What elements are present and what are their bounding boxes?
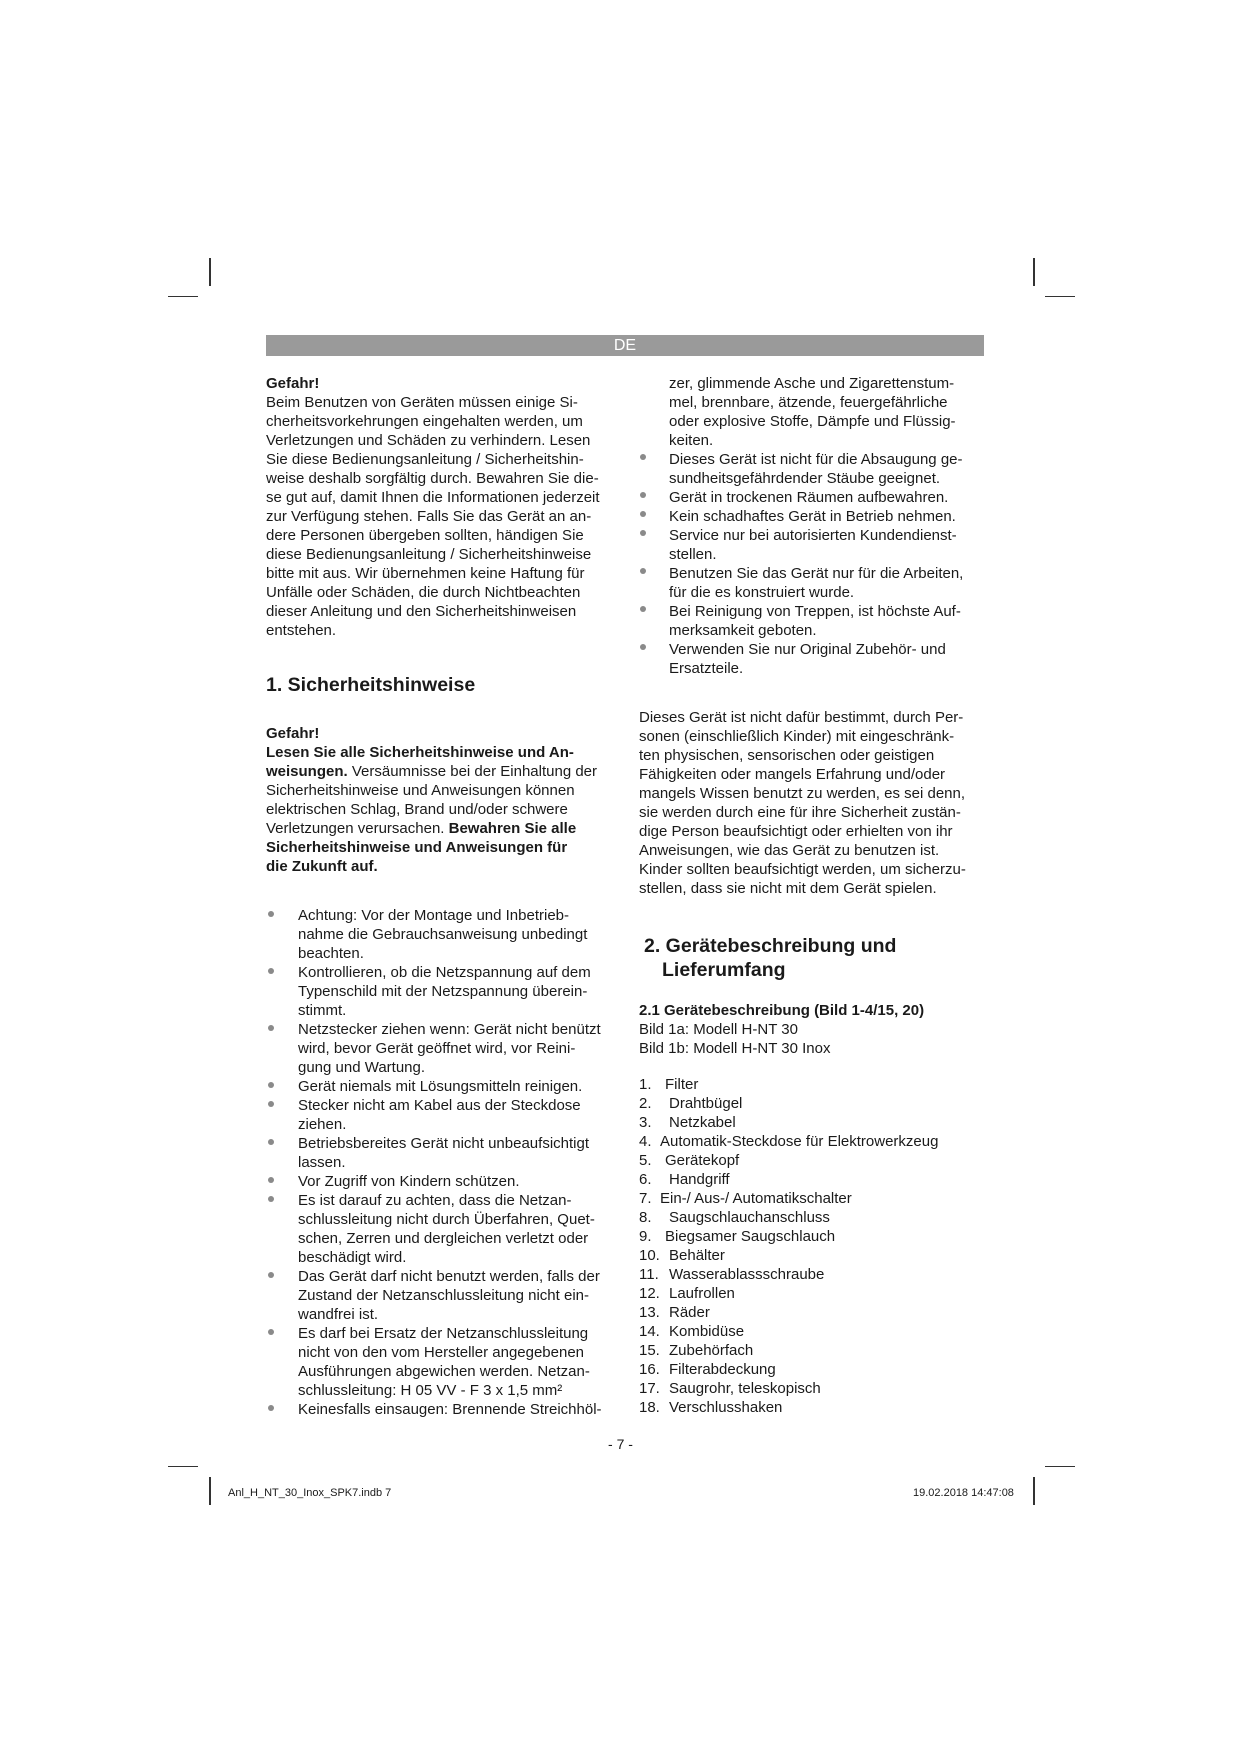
item-number: 2. bbox=[639, 1095, 652, 1112]
list-item bbox=[639, 1360, 984, 1379]
item-label: Biegsamer Saugschlauch bbox=[665, 1228, 836, 1245]
text-line: Ausführungen abgewichen werden. Netzan- bbox=[298, 1363, 590, 1380]
item-number: 10. bbox=[639, 1247, 660, 1264]
text-line: Kein schadhaftes Gerät in Betrieb nehmen. bbox=[669, 508, 956, 525]
item-label: Wasserablassschraube bbox=[669, 1266, 825, 1283]
list-item bbox=[266, 1400, 616, 1419]
crop-mark bbox=[1033, 1477, 1035, 1505]
text-line: Anweisungen, wie das Gerät zu benutzen ist. bbox=[639, 842, 940, 859]
warning-heading: Gefahr! bbox=[266, 725, 320, 742]
text-line: Bei Reinigung von Treppen, ist höchste Auf- bbox=[669, 603, 961, 620]
text-line: Ersatzteile. bbox=[669, 660, 744, 677]
warning-paragraph bbox=[266, 743, 616, 876]
list-item bbox=[639, 1303, 984, 1322]
item-number: 9. bbox=[639, 1228, 652, 1245]
list-item bbox=[266, 1077, 616, 1096]
text-line: beachten. bbox=[298, 945, 364, 962]
list-item bbox=[639, 602, 984, 640]
item-number: 1. bbox=[639, 1076, 652, 1093]
text-line: bitte mit aus. Wir übernehmen keine Haftung für bbox=[266, 565, 585, 582]
list-item bbox=[266, 1172, 616, 1191]
item-label: Automatik-Steckdose für Elektrowerkzeug bbox=[660, 1133, 939, 1150]
safety-bullet-list bbox=[266, 906, 616, 1419]
text-line: sonen (einschließlich Kinder) mit eingeschränk- bbox=[639, 728, 955, 745]
item-label: Kombidüse bbox=[669, 1323, 745, 1340]
list-item bbox=[639, 450, 984, 488]
text-line: zur Verfügung stehen. Falls Sie das Gerät an an- bbox=[266, 508, 592, 525]
page-number: - 7 - bbox=[608, 1436, 633, 1452]
text-line: Sie diese Bedienungsanleitung / Sicherheitshin- bbox=[266, 451, 584, 468]
item-number: 5. bbox=[639, 1152, 652, 1169]
text-line: schen, Zerren und dergleichen verletzt oder bbox=[298, 1230, 589, 1247]
crop-mark bbox=[209, 258, 211, 286]
figure-reference: Bild 1b: Modell H-NT 30 Inox bbox=[639, 1040, 831, 1057]
subsection-2-1-title: 2.1 Gerätebeschreibung (Bild 1-4/15, 20) bbox=[639, 1002, 925, 1019]
text-line: gung und Wartung. bbox=[298, 1059, 426, 1076]
safety-bullet-list bbox=[639, 450, 984, 678]
list-item bbox=[639, 1341, 984, 1360]
text-line: stellen. bbox=[669, 546, 717, 563]
text-line: nahme die Gebrauchsanweisung unbedingt bbox=[298, 926, 588, 943]
text-line: diese Bedienungsanleitung / Sicherheitshinweise bbox=[266, 546, 592, 563]
item-number: 12. bbox=[639, 1285, 660, 1302]
item-label: Zubehörfach bbox=[669, 1342, 754, 1359]
text-line bbox=[266, 819, 616, 838]
list-item bbox=[639, 1284, 984, 1303]
list-item bbox=[639, 640, 984, 678]
parts-list bbox=[639, 1075, 984, 1417]
text-line: entstehen. bbox=[266, 622, 337, 639]
section-2-title bbox=[639, 934, 984, 982]
item-number: 11. bbox=[639, 1266, 659, 1283]
text-line: Zustand der Netzanschlussleitung nicht ein- bbox=[298, 1287, 589, 1304]
list-item bbox=[639, 1379, 984, 1398]
intro-heading: Gefahr! bbox=[266, 375, 320, 392]
text-line: Verwenden Sie nur Original Zubehör- und bbox=[669, 641, 946, 658]
text-line: Beim Benutzen von Geräten müssen einige Si- bbox=[266, 394, 578, 411]
list-item bbox=[639, 488, 984, 507]
text-line: lassen. bbox=[298, 1154, 346, 1171]
text-line: dere Personen übergeben sollten, händigen Sie bbox=[266, 527, 584, 544]
list-item bbox=[639, 1227, 984, 1246]
list-item bbox=[639, 1170, 984, 1189]
text-line: Vor Zugriff von Kindern schützen. bbox=[298, 1173, 520, 1190]
text-line: schlussleitung nicht durch Überfahren, Quet- bbox=[298, 1211, 595, 1228]
text-line: dige Person beaufsichtigt oder erhielten von ihr bbox=[639, 823, 953, 840]
text-line: mel, brennbare, ätzende, feuergefährliche bbox=[669, 394, 948, 411]
crop-mark bbox=[209, 1477, 211, 1505]
item-number: 13. bbox=[639, 1304, 660, 1321]
left-column bbox=[266, 374, 616, 1419]
item-label: Ein-/ Aus-/ Automatikschalter bbox=[660, 1190, 852, 1207]
list-item bbox=[639, 1075, 984, 1094]
crop-mark bbox=[1045, 296, 1075, 297]
list-item bbox=[266, 1096, 616, 1134]
text-line: Betriebsbereites Gerät nicht unbeaufsichtigt bbox=[298, 1135, 589, 1152]
item-label: Drahtbügel bbox=[669, 1095, 743, 1112]
text-line: Sicherheitshinweise und Anweisungen können bbox=[266, 782, 575, 799]
item-number: 6. bbox=[639, 1171, 652, 1188]
item-label: Filter bbox=[665, 1076, 699, 1093]
text-line: weise deshalb sorgfältig durch. Bewahren Sie die- bbox=[266, 470, 599, 487]
text-line: Gerät in trockenen Räumen aufbewahren. bbox=[669, 489, 949, 506]
text-line: Achtung: Vor der Montage und Inbetrieb- bbox=[298, 907, 570, 924]
text-line: stimmt. bbox=[298, 1002, 347, 1019]
list-item bbox=[266, 1020, 616, 1077]
text-line: Es darf bei Ersatz der Netzanschlussleitung bbox=[298, 1325, 589, 1342]
text-line: 2. Gerätebeschreibung und bbox=[644, 935, 897, 957]
text: Versäumnisse bei der Einhaltung der bbox=[347, 763, 598, 780]
item-label: Filterabdeckung bbox=[669, 1361, 776, 1378]
text-line: Lesen Sie alle Sicherheitshinweise und An- bbox=[266, 744, 574, 761]
text-line: Dieses Gerät ist nicht dafür bestimmt, durch Per- bbox=[639, 709, 964, 726]
list-item bbox=[639, 1113, 984, 1132]
list-item bbox=[639, 1246, 984, 1265]
list-item bbox=[266, 1191, 616, 1267]
crop-mark bbox=[1033, 258, 1035, 286]
text-line: Gerät niemals mit Lösungsmitteln reinigen. bbox=[298, 1078, 583, 1095]
text-line: ziehen. bbox=[298, 1116, 347, 1133]
text-line: se gut auf, damit Ihnen die Informationen jederzeit bbox=[266, 489, 600, 506]
item-label: Saugrohr, teleskopisch bbox=[669, 1380, 821, 1397]
text-line: Es ist darauf zu achten, dass die Netzan- bbox=[298, 1192, 572, 1209]
text-line: Stecker nicht am Kabel aus der Steckdose bbox=[298, 1097, 581, 1114]
text-line: Lieferumfang bbox=[662, 959, 786, 981]
crop-mark bbox=[1045, 1466, 1075, 1467]
text-line: Kinder sollten beaufsichtigt werden, um sicherzu- bbox=[639, 861, 966, 878]
item-number: 16. bbox=[639, 1361, 660, 1378]
text-line: Service nur bei autorisierten Kundendienst- bbox=[669, 527, 957, 544]
text-line: oder explosive Stoffe, Dämpfe und Flüssig- bbox=[669, 413, 956, 430]
text-line: Kontrollieren, ob die Netzspannung auf dem bbox=[298, 964, 591, 981]
language-bar: DE bbox=[266, 335, 984, 356]
text-line: wandfrei ist. bbox=[298, 1306, 379, 1323]
list-item bbox=[266, 963, 616, 1020]
bold-text: weisungen. bbox=[266, 763, 348, 780]
item-number: 3. bbox=[639, 1114, 652, 1131]
text-line: Netzstecker ziehen wenn: Gerät nicht benützt bbox=[298, 1021, 601, 1038]
text-line: keiten. bbox=[669, 432, 714, 449]
text-line: sie werden durch eine für ihre Sicherheit zustän- bbox=[639, 804, 961, 821]
bold-text: Bewahren Sie alle bbox=[448, 820, 577, 837]
list-item bbox=[639, 1094, 984, 1113]
item-label: Handgriff bbox=[669, 1171, 730, 1188]
text-line: mangels Wissen benutzt zu werden, es sei denn, bbox=[639, 785, 966, 802]
intro-paragraph bbox=[266, 393, 616, 640]
item-label: Saugschlauchanschluss bbox=[669, 1209, 830, 1226]
text-line: Keinesfalls einsaugen: Brennende Streichhöl- bbox=[298, 1401, 602, 1418]
text-line: Benutzen Sie das Gerät nur für die Arbeiten, bbox=[669, 565, 964, 582]
text-line: Dieses Gerät ist nicht für die Absaugung ge- bbox=[669, 451, 963, 468]
text-line: merksamkeit geboten. bbox=[669, 622, 817, 639]
text-line: zer, glimmende Asche und Zigarettenstum- bbox=[669, 375, 955, 392]
children-paragraph bbox=[639, 708, 984, 898]
list-item bbox=[266, 906, 616, 963]
text-line: Sicherheitshinweise und Anweisungen für bbox=[266, 839, 568, 856]
text-line: cherheitsvorkehrungen eingehalten werden, um bbox=[266, 413, 583, 430]
text-line: dieser Anleitung und den Sicherheitshinweisen bbox=[266, 603, 577, 620]
item-label: Gerätekopf bbox=[665, 1152, 740, 1169]
item-number: 15. bbox=[639, 1342, 660, 1359]
item-label: Behälter bbox=[669, 1247, 725, 1264]
list-item bbox=[639, 526, 984, 564]
text: Verletzungen verursachen. bbox=[266, 820, 449, 837]
text-line: schlussleitung: H 05 VV - F 3 x 1,5 mm² bbox=[298, 1382, 563, 1399]
text-line: die Zukunft auf. bbox=[266, 858, 378, 875]
text-line bbox=[266, 762, 616, 781]
text-line: Fähigkeiten oder mangels Erfahrung und/oder bbox=[639, 766, 946, 783]
item-number: 4. bbox=[639, 1133, 652, 1150]
list-item bbox=[266, 1267, 616, 1324]
list-item bbox=[639, 1189, 984, 1208]
figure-reference: Bild 1a: Modell H-NT 30 bbox=[639, 1021, 798, 1038]
text-line: wird, bevor Gerät geöffnet wird, vor Reini- bbox=[298, 1040, 576, 1057]
list-item bbox=[639, 1151, 984, 1170]
item-label: Verschlusshaken bbox=[669, 1399, 783, 1416]
text-line: Das Gerät darf nicht benutzt werden, falls der bbox=[298, 1268, 600, 1285]
text-line: elektrischen Schlag, Brand und/oder schwere bbox=[266, 801, 568, 818]
print-slug-date: 19.02.2018 14:47:08 bbox=[913, 1487, 1014, 1499]
text-line: Typenschild mit der Netzspannung überein- bbox=[298, 983, 588, 1000]
section-1-title: 1. Sicherheitshinweise bbox=[266, 674, 476, 696]
item-number: 18. bbox=[639, 1399, 660, 1416]
bullet-continuation bbox=[639, 374, 984, 450]
crop-mark bbox=[168, 296, 198, 297]
crop-mark bbox=[168, 1466, 198, 1467]
text-line: Unfälle oder Schäden, die durch Nichtbeachten bbox=[266, 584, 581, 601]
list-item bbox=[639, 1398, 984, 1417]
print-slug-file: Anl_H_NT_30_Inox_SPK7.indb 7 bbox=[228, 1487, 392, 1499]
item-label: Räder bbox=[669, 1304, 710, 1321]
text-line: sundheitsgefährdender Stäube geeignet. bbox=[669, 470, 941, 487]
list-item bbox=[266, 1324, 616, 1400]
list-item bbox=[639, 1132, 984, 1151]
text-line: stellen, dass sie nicht mit dem Gerät spielen. bbox=[639, 880, 937, 897]
list-item bbox=[639, 1322, 984, 1341]
item-number: 8. bbox=[639, 1209, 652, 1226]
list-item bbox=[639, 1208, 984, 1227]
list-item bbox=[639, 507, 984, 526]
item-number: 7. bbox=[639, 1190, 652, 1207]
text-line: ten physischen, sensorischen oder geistigen bbox=[639, 747, 935, 764]
list-item bbox=[639, 1265, 984, 1284]
list-item bbox=[639, 564, 984, 602]
text-line: beschädigt wird. bbox=[298, 1249, 407, 1266]
item-number: 17. bbox=[639, 1380, 660, 1397]
item-label: Laufrollen bbox=[669, 1285, 735, 1302]
list-item bbox=[266, 1134, 616, 1172]
right-column bbox=[639, 374, 984, 1417]
text-line: für die es konstruiert wurde. bbox=[669, 584, 855, 601]
item-label: Netzkabel bbox=[669, 1114, 736, 1131]
text-line: nicht von den vom Hersteller angegebenen bbox=[298, 1344, 585, 1361]
item-number: 14. bbox=[639, 1323, 660, 1340]
text-line: Verletzungen und Schäden zu verhindern. Lesen bbox=[266, 432, 591, 449]
